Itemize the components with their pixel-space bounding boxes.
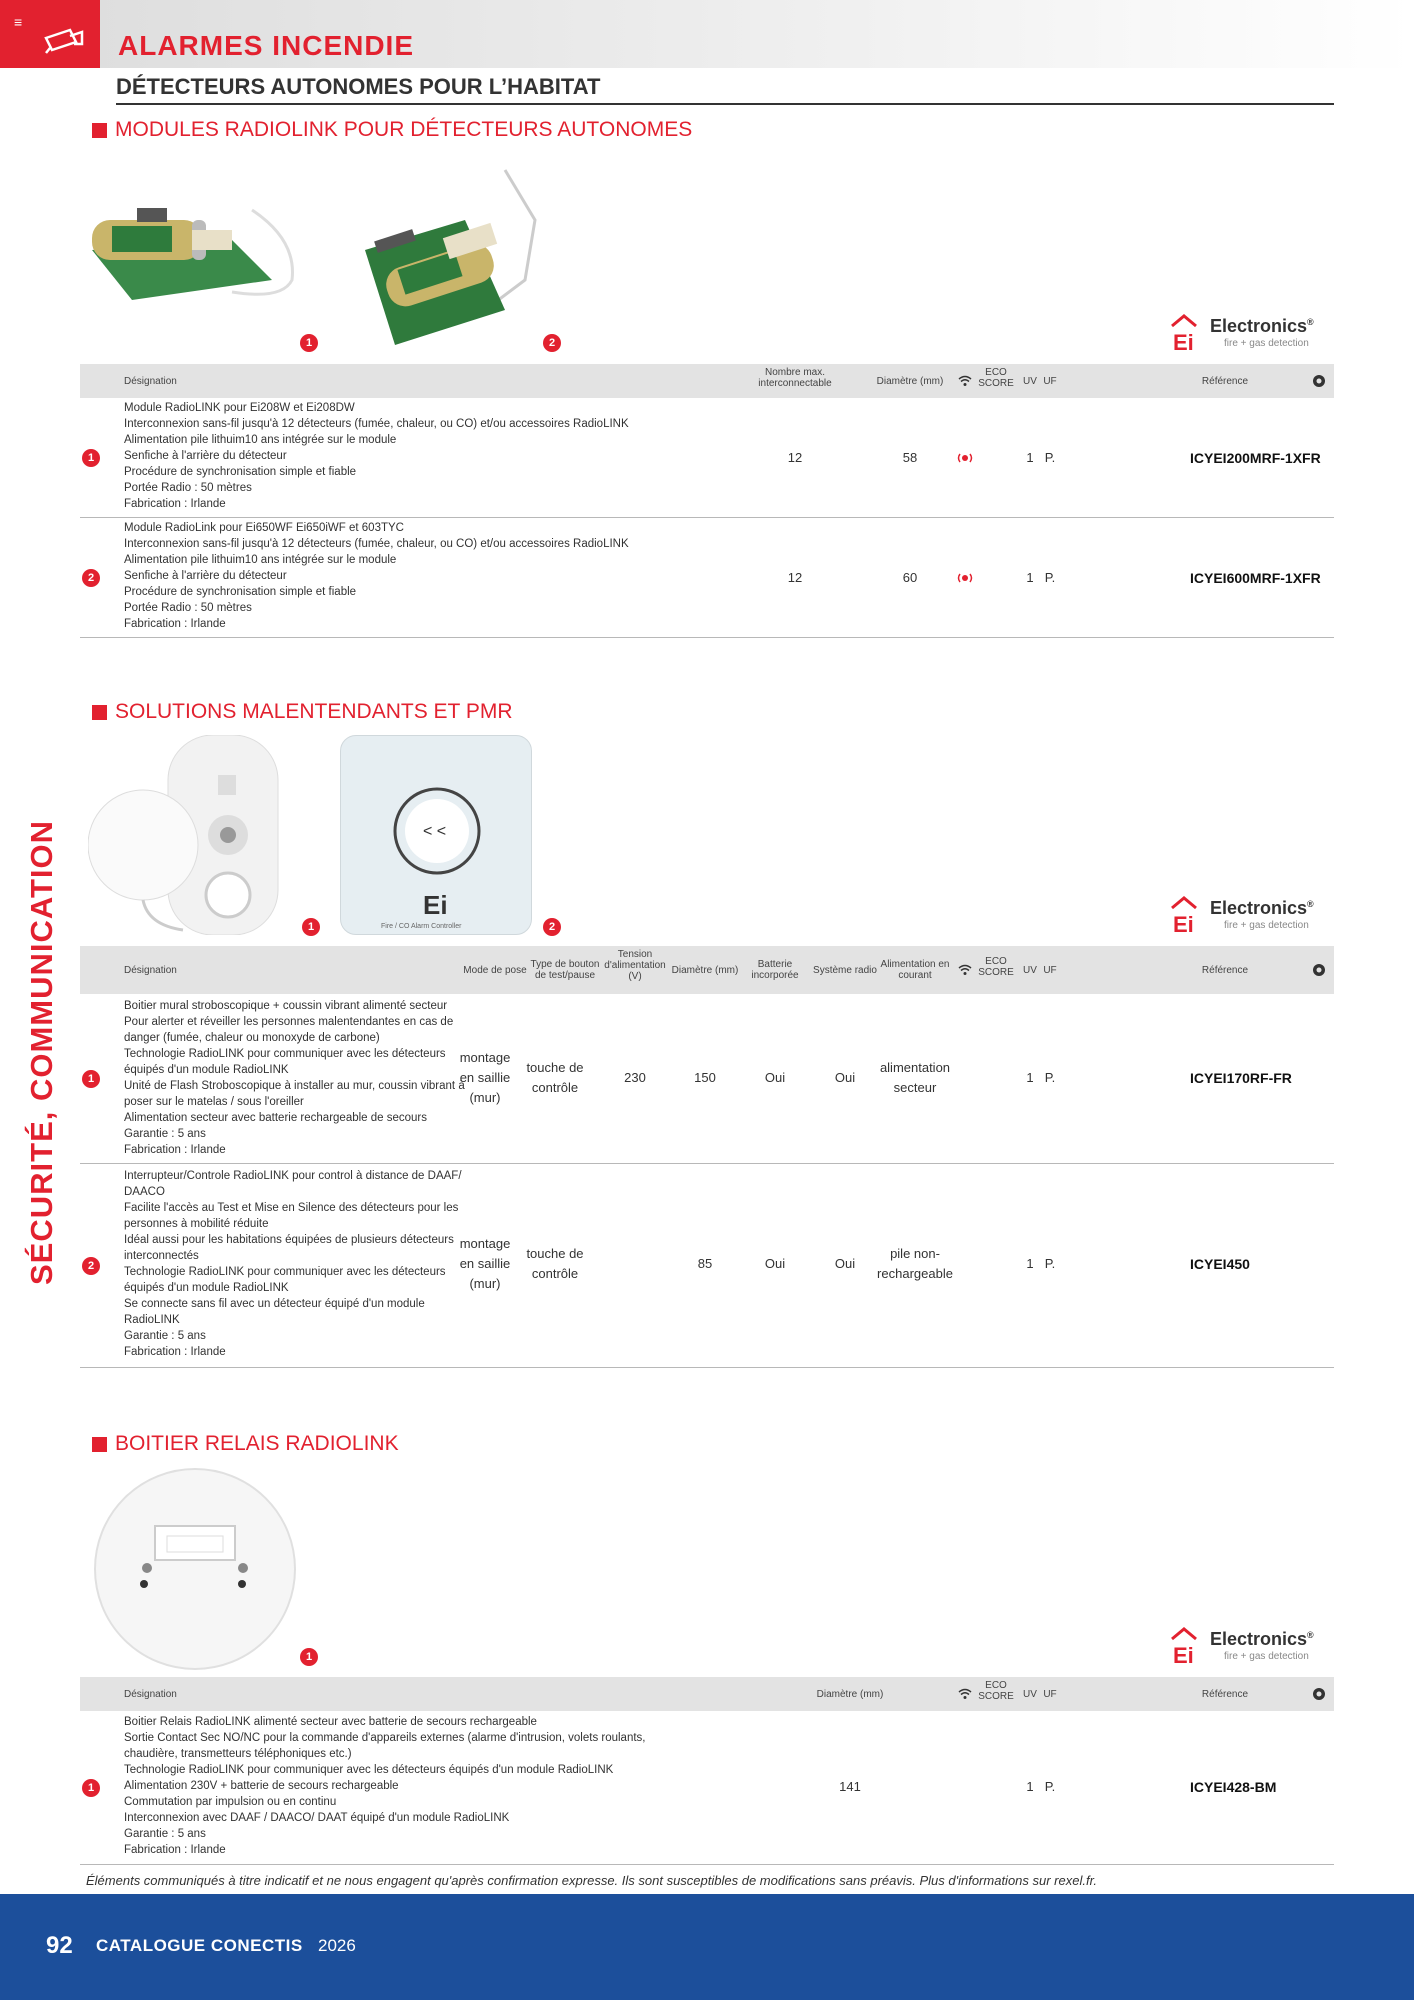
- section-title-relais: [92, 1432, 399, 1456]
- ei-logo-mark-icon: [1170, 314, 1198, 352]
- desc-line: Fabrication : Irlande: [124, 1844, 226, 1856]
- brand-name: [1210, 898, 1314, 919]
- desc-line: Boitier Relais RadioLINK alimenté secteur avec batterie de secours rechargeable: [124, 1716, 537, 1728]
- brand-logo-ei: [1170, 894, 1350, 938]
- brand-logo-ei: [1170, 1625, 1350, 1669]
- row-number-badge: 2: [82, 1257, 100, 1275]
- desc-line: Garantie : 5 ans: [124, 1330, 206, 1342]
- col-designation: Désignation: [124, 1689, 177, 1700]
- page-subtitle: DÉTECTEURS AUTONOMES POUR L’HABITAT: [116, 74, 601, 99]
- settings-gear-icon: [1312, 963, 1326, 977]
- desc-line: RadioLINK: [124, 1314, 180, 1326]
- controller-icon: [341, 736, 533, 936]
- col-designation: Désignation: [124, 376, 177, 387]
- settings-gear-icon: [1312, 374, 1326, 388]
- brand-tagline: fire + gas detection: [1224, 1651, 1309, 1662]
- ei-logo-mark-icon: [1170, 1627, 1198, 1665]
- col-uv: UV: [1023, 965, 1037, 976]
- table-row: [80, 518, 1334, 638]
- brand-tagline: fire + gas detection: [1224, 338, 1309, 349]
- cell-mode-pose: montage en saillie (mur): [459, 1050, 511, 1105]
- desc-line: Interconnexion sans-fil jusqu'à 12 détecteurs (fumée, chaleur, ou CO) et/ou accessoires RadioLINK: [124, 418, 629, 430]
- cell-uf: P.: [1044, 1779, 1056, 1794]
- desc-line: Idéal aussi pour les habitations équipées de plusieurs détecteurs: [124, 1234, 454, 1246]
- controller-label-text: Fire / CO Alarm Controller: [381, 923, 462, 930]
- desc-line: Fabrication : Irlande: [124, 1346, 226, 1358]
- section-bullet: [92, 705, 107, 720]
- desc-line: Interconnexion sans-fil jusqu'à 12 détecteurs (fumée, chaleur, ou CO) et/ou accessoires RadioLINK: [124, 538, 629, 550]
- desc-line: Unité de Flash Stroboscopique à installer au mur, coussin vibrant à: [124, 1080, 465, 1092]
- ei-logo-letters: Ei: [1173, 912, 1194, 934]
- catalogue-name: CATALOGUE CONECTIS: [96, 1936, 303, 1955]
- brand-tagline: fire + gas detection: [1224, 920, 1309, 931]
- desc-line: Technologie RadioLINK pour communiquer avec les détecteurs: [124, 1266, 446, 1278]
- col-reference: Référence: [1201, 1689, 1249, 1700]
- cell-type-bouton: touche de contrôle: [526, 1246, 584, 1281]
- col-type-bouton: Type de bouton de test/pause: [530, 959, 600, 981]
- col-designation: Désignation: [124, 965, 177, 976]
- cell-tension: 230: [624, 1070, 646, 1085]
- col-alimentation: Alimentation en courant: [880, 959, 950, 981]
- cell-uv: 1: [1026, 450, 1034, 465]
- title-divider: [116, 103, 1334, 105]
- product-badge: 1: [300, 334, 318, 352]
- col-eco-score: ECO SCORE: [978, 367, 1014, 389]
- col-uf: UF: [1043, 965, 1057, 976]
- col-eco-score: ECO SCORE: [978, 1680, 1014, 1702]
- row-description: [124, 998, 465, 1158]
- product-image-module-2: [355, 160, 555, 350]
- desc-line: Boitier mural stroboscopique + coussin vibrant alimenté secteur: [124, 1000, 448, 1012]
- col-uf: UF: [1043, 1689, 1057, 1700]
- section-title-modules: [92, 118, 692, 142]
- row-number-badge: 1: [82, 449, 100, 467]
- svg-text:< <: < <: [423, 823, 447, 840]
- disclaimer-footnote: Éléments communiqués à titre indicatif et ne nous engagent qu'après confirmation expresse. Ils sont susceptibles de modifications sans préavis. Plus d'informations sur rexel.fr.: [86, 1873, 1098, 1888]
- desc-line: Commutation par impulsion ou en continu: [124, 1796, 337, 1808]
- product-image-controller: [340, 735, 532, 935]
- cell-diameter: 150: [694, 1070, 716, 1085]
- desc-line: poser sur le matelas / sous l'oreiller: [124, 1096, 304, 1108]
- col-uv: UV: [1023, 376, 1037, 387]
- row-number-badge: 1: [82, 1779, 100, 1797]
- section-bullet: [92, 123, 107, 138]
- table-modules: [80, 364, 1334, 638]
- desc-line: chaudière, transmetteurs téléphoniques etc.): [124, 1748, 352, 1760]
- cell-systeme-radio: Oui: [834, 1070, 856, 1085]
- desc-line: équipés d'un module RadioLINK: [124, 1282, 289, 1294]
- cell-batterie: Oui: [764, 1256, 786, 1271]
- brand-name-text: Electronics: [1210, 898, 1308, 918]
- section-bullet: [92, 1437, 107, 1452]
- desc-line: Procédure de synchronisation simple et fiable: [124, 466, 357, 478]
- section-title-text: SOLUTIONS MALENTENDANTS ET PMR: [115, 700, 513, 723]
- cell-reference[interactable]: ICYEI600MRF-1XFR: [1190, 570, 1321, 586]
- col-max-interconnect: Nombre max. interconnectable: [758, 367, 832, 389]
- desc-line: Fabrication : Irlande: [124, 618, 226, 630]
- brand-reg-mark: ®: [1307, 317, 1314, 327]
- desc-line: équipés d'un module RadioLINK: [124, 1064, 289, 1076]
- page-number: 92: [46, 1932, 73, 1959]
- cell-uf: P.: [1044, 1070, 1056, 1085]
- brand-reg-mark: ®: [1307, 899, 1314, 909]
- desc-line: Fabrication : Irlande: [124, 498, 226, 510]
- brand-name-text: Electronics: [1210, 316, 1308, 336]
- cell-reference[interactable]: ICYEI170RF-FR: [1190, 1070, 1292, 1086]
- table-relais: [80, 1677, 1334, 1865]
- cell-diameter: 60: [902, 570, 918, 585]
- desc-line: personnes à mobilité réduite: [124, 1218, 269, 1230]
- desc-line: interconnectés: [124, 1250, 199, 1262]
- cell-reference[interactable]: ICYEI428-BM: [1190, 1779, 1277, 1795]
- cell-uf: P.: [1044, 570, 1056, 585]
- desc-line: Procédure de synchronisation simple et fiable: [124, 586, 357, 598]
- ei-logo-letters: Ei: [1173, 1643, 1194, 1665]
- brand-reg-mark: ®: [1307, 1630, 1314, 1640]
- row-description: [124, 520, 629, 632]
- cell-uv: 1: [1026, 1779, 1034, 1794]
- table-header: [80, 364, 1334, 398]
- row-number-badge: 2: [82, 569, 100, 587]
- desc-line: Senfiche à l'arrière du détecteur: [124, 450, 287, 462]
- section-title-text: MODULES RADIOLINK POUR DÉTECTEURS AUTONOMES: [115, 118, 693, 141]
- table-header: [80, 1677, 1334, 1711]
- brand-name: [1210, 316, 1314, 337]
- brand-logo-ei: [1170, 312, 1350, 356]
- product-image-relais: [92, 1466, 298, 1672]
- cell-uv: 1: [1026, 570, 1034, 585]
- col-diameter: Diamètre (mm): [816, 1689, 884, 1700]
- radio-signal-icon: [957, 573, 973, 583]
- desc-line: Garantie : 5 ans: [124, 1128, 206, 1140]
- catalogue-year: 2026: [318, 1936, 356, 1955]
- col-uv: UV: [1023, 1689, 1037, 1700]
- menu-icon[interactable]: ≡: [14, 14, 23, 30]
- table-row: [80, 1164, 1334, 1368]
- table-row: [80, 398, 1334, 518]
- wireless-icon: [958, 1688, 972, 1700]
- section-title-pmr: [92, 700, 513, 724]
- desc-line: Facilite l'accès au Test et Mise en Silence des détecteurs pour les: [124, 1202, 459, 1214]
- desc-line: Sortie Contact Sec NO/NC pour la commande d'appareils externes (alarme d'intrusion, volets roulants,: [124, 1732, 646, 1744]
- col-eco-score: ECO SCORE: [978, 956, 1014, 978]
- cell-reference[interactable]: ICYEI450: [1190, 1256, 1250, 1272]
- desc-line: Garantie : 5 ans: [124, 1828, 206, 1840]
- col-systeme-radio: Système radio: [813, 965, 877, 976]
- col-tension: Tension d'alimentation (V): [604, 949, 666, 982]
- wireless-icon: [958, 375, 972, 387]
- ei-logo-mark-icon: [1170, 896, 1198, 934]
- section-title-text: BOITIER RELAIS RADIOLINK: [115, 1432, 399, 1455]
- desc-line: Se connecte sans fil avec un détecteur équipé d'un module: [124, 1298, 425, 1310]
- cell-uv: 1: [1026, 1070, 1034, 1085]
- cell-alimentation: alimentation secteur: [879, 1060, 951, 1095]
- cell-systeme-radio: Oui: [834, 1256, 856, 1271]
- table-header: [80, 946, 1334, 994]
- cell-batterie: Oui: [764, 1070, 786, 1085]
- cell-diameter: 58: [902, 450, 918, 465]
- brand-name-text: Electronics: [1210, 1629, 1308, 1649]
- ei-logo-letters: Ei: [1173, 330, 1194, 352]
- cell-diameter: 141: [839, 1779, 861, 1794]
- category-icon-box: [0, 0, 100, 68]
- row-description: [124, 1168, 462, 1360]
- table-pmr: [80, 946, 1334, 1368]
- desc-line: Interconnexion avec DAAF / DAACO/ DAAT équipé d'un module RadioLINK: [124, 1812, 510, 1824]
- desc-line: Pour alerter et réveiller les personnes malentendantes en cas de: [124, 1016, 454, 1028]
- page-footer: [0, 1894, 1414, 2000]
- desc-line: Interrupteur/Controle RadioLINK pour control à distance de DAAF/: [124, 1170, 462, 1182]
- row-description: [124, 400, 629, 512]
- controller-logo-letters: Ei: [423, 890, 448, 920]
- desc-line: Fabrication : Irlande: [124, 1144, 226, 1156]
- cell-max-interconnect: 12: [787, 450, 803, 465]
- product-badge: 1: [300, 1648, 318, 1666]
- desc-line: Module RadioLINK pour Ei208W et Ei208DW: [124, 402, 355, 414]
- cell-mode-pose: montage en saillie (mur): [459, 1236, 511, 1291]
- desc-line: Alimentation secteur avec batterie rechargeable de secours: [124, 1112, 428, 1124]
- col-mode-pose: Mode de pose: [463, 965, 527, 976]
- desc-line: Alimentation 230V + batterie de secours rechargeable: [124, 1780, 399, 1792]
- col-reference: Référence: [1201, 376, 1249, 387]
- brand-name: [1210, 1629, 1314, 1650]
- radio-signal-icon: [957, 453, 973, 463]
- product-badge: 2: [543, 918, 561, 936]
- desc-line: danger (fumée, chaleur ou monoxyde de carbone): [124, 1032, 380, 1044]
- desc-line: Technologie RadioLINK pour communiquer avec les détecteurs équipés d'un module RadioLINK: [124, 1764, 614, 1776]
- row-number-badge: 1: [82, 1070, 100, 1088]
- table-row: [80, 1711, 1334, 1865]
- settings-gear-icon: [1312, 1687, 1326, 1701]
- table-row: [80, 994, 1334, 1164]
- product-badge: 1: [302, 918, 320, 936]
- page-title: ALARMES INCENDIE: [118, 30, 415, 61]
- desc-line: Portée Radio : 50 mètres: [124, 482, 252, 494]
- cell-reference[interactable]: ICYEI200MRF-1XFR: [1190, 450, 1321, 466]
- wireless-icon: [958, 964, 972, 976]
- side-category-label: SÉCURITÉ, COMMUNICATION: [24, 819, 59, 1285]
- col-uf: UF: [1043, 376, 1057, 387]
- camera-icon: [42, 26, 86, 54]
- desc-line: Technologie RadioLINK pour communiquer avec les détecteurs: [124, 1048, 446, 1060]
- desc-line: Module RadioLink pour Ei650WF Ei650iWF et 603TYC: [124, 522, 404, 534]
- cell-alimentation: pile non-rechargeable: [877, 1246, 953, 1281]
- col-diameter: Diamètre (mm): [671, 965, 739, 976]
- product-image-strobe: [88, 735, 288, 935]
- cell-uf: P.: [1044, 450, 1056, 465]
- cell-max-interconnect: 12: [787, 570, 803, 585]
- col-reference: Référence: [1201, 965, 1249, 976]
- cell-uv: 1: [1026, 1256, 1034, 1271]
- desc-line: Alimentation pile lithuim10 ans intégrée sur le module: [124, 554, 397, 566]
- desc-line: Senfiche à l'arrière du détecteur: [124, 570, 287, 582]
- row-description: [124, 1714, 646, 1858]
- product-image-module-1: [82, 190, 312, 320]
- product-badge: 2: [543, 334, 561, 352]
- cell-uf: P.: [1044, 1256, 1056, 1271]
- desc-line: Alimentation pile lithuim10 ans intégrée sur le module: [124, 434, 397, 446]
- desc-line: DAACO: [124, 1186, 165, 1198]
- cell-diameter: 85: [697, 1256, 713, 1271]
- cell-type-bouton: touche de contrôle: [526, 1060, 584, 1095]
- desc-line: Portée Radio : 50 mètres: [124, 602, 252, 614]
- col-batterie: Batterie incorporée: [751, 959, 799, 981]
- col-diameter: Diamètre (mm): [876, 376, 944, 387]
